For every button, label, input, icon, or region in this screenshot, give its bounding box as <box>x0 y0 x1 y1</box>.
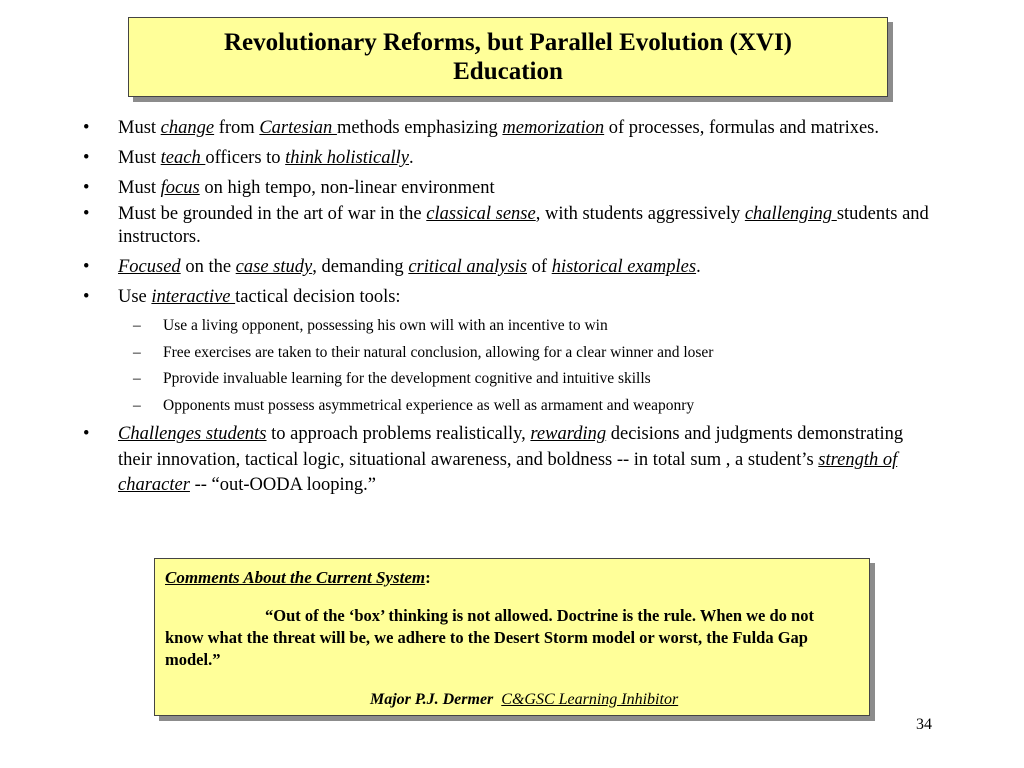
bullet-item: • Challenges students to approach problems realistically, rewarding decisions and judgments demonstrating their innovation, tactical logic, situational awareness, and boldness -- in total sum , a student’s strength of character -- “out-OODA looping.” <box>83 424 904 496</box>
bullet-dot-icon: • <box>83 257 90 277</box>
sub-bullet-item: – Pprovide invaluable learning for the development cognitive and intuitive skills <box>133 370 651 388</box>
page-number: 34 <box>916 716 932 733</box>
bullet-dot-icon: • <box>83 178 90 198</box>
comment-quote: “Out of the ‘box’ thinking is not allowed. Doctrine is the rule. When we do not know what the threat will be, we adhere to the Desert Storm model or worst, the Fulda Gap model.” <box>165 606 814 669</box>
sub-bullet-item: – Opponents must possess asymmetrical experience as well as armament and weaponry <box>133 396 695 414</box>
dash-icon: – <box>133 370 141 388</box>
comment-author: Major P.J. Dermer <box>370 691 494 708</box>
bullet-item: • Must be grounded in the art of war in the classical sense, with students aggressively challenging students and instructors. <box>83 204 929 247</box>
dash-icon: – <box>133 317 141 334</box>
slide-subtitle: Education <box>453 58 563 85</box>
comment-attribution <box>370 689 678 711</box>
bullet-item: • Must change from Cartesian methods emphasizing memorization of processes, formulas and matrixes. <box>83 118 879 138</box>
bullet-list <box>0 117 1024 506</box>
bullet-dot-icon: • <box>83 287 90 307</box>
bullet-item: • Must teach officers to think holistically. <box>83 148 414 168</box>
bullet-item: • Must focus on high tempo, non-linear environment <box>83 178 495 198</box>
sub-bullet-item: – Use a living opponent, possessing his own will with an incentive to win <box>133 317 608 334</box>
comment-source: C&GSC Learning Inhibitor <box>501 691 679 708</box>
bullet-dot-icon: • <box>83 424 90 445</box>
slide-title: Revolutionary Reforms, but Parallel Evolution (XVI) <box>223 29 793 56</box>
sub-bullet-item: – Free exercises are taken to their natural conclusion, allowing for a clear winner and loser <box>133 343 714 361</box>
bullet-dot-icon: • <box>83 148 90 168</box>
bullet-item: • Focused on the case study, demanding critical analysis of historical examples. <box>83 257 701 277</box>
bullet-dot-icon: • <box>83 204 90 224</box>
comment-box <box>154 558 870 716</box>
comment-heading: Comments About the Current System: <box>165 568 431 587</box>
slide-title-box <box>128 17 888 97</box>
bullet-item: • Use interactive tactical decision tools: <box>83 287 401 307</box>
bullet-dot-icon: • <box>83 118 90 138</box>
dash-icon: – <box>133 396 141 414</box>
dash-icon: – <box>133 343 141 361</box>
